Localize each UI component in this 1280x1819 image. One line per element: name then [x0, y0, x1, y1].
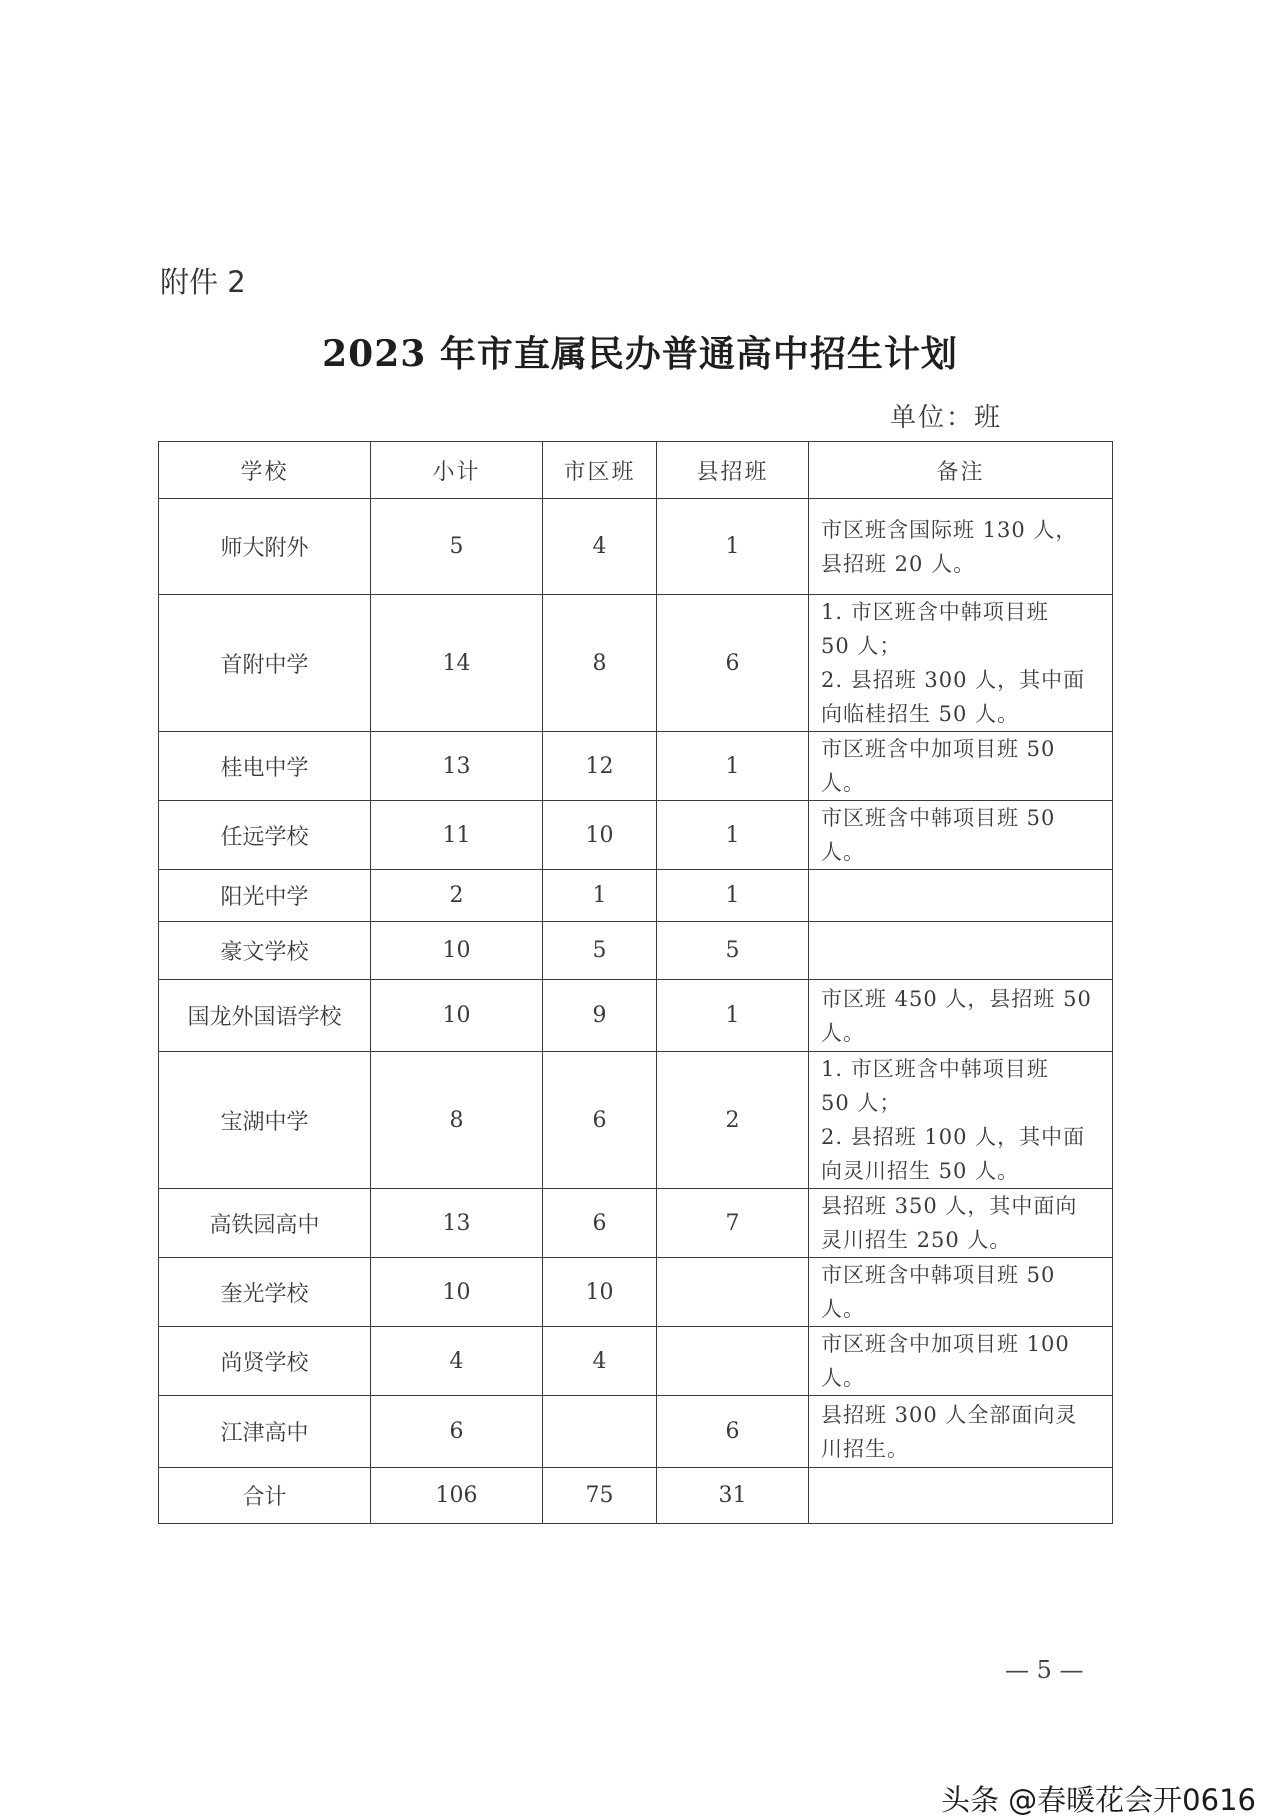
cell-city-class: 4 [543, 1327, 657, 1396]
cell-county-class: 31 [657, 1468, 809, 1524]
cell-remarks [809, 1468, 1113, 1524]
remarks-line: 人。 [821, 1366, 865, 1390]
cell-subtotal: 10 [371, 922, 543, 980]
cell-school: 豪文学校 [159, 922, 371, 980]
cell-remarks [809, 595, 1113, 732]
cell-subtotal: 10 [371, 1258, 543, 1327]
table-row [159, 1052, 1113, 1189]
cell-county-class: 1 [657, 732, 809, 801]
remarks-line: 人。 [821, 1020, 865, 1045]
cell-county-class: 1 [657, 980, 809, 1052]
cell-county-class: 1 [657, 499, 809, 595]
cell-city-class: 5 [543, 922, 657, 980]
cell-school: 任远学校 [159, 801, 371, 870]
cell-school: 合计 [159, 1468, 371, 1524]
cell-city-class: 6 [543, 1052, 657, 1189]
remarks-line: 市区班 450 人，县招班 50 [821, 986, 1092, 1011]
header-school: 学校 [159, 442, 371, 499]
cell-city-class: 10 [543, 1258, 657, 1327]
cell-school: 江津高中 [159, 1396, 371, 1468]
table-row [159, 1468, 1113, 1524]
page-number: — 5 — [1005, 1656, 1084, 1684]
table-row [159, 922, 1113, 980]
cell-city-class: 10 [543, 801, 657, 870]
table-row [159, 801, 1113, 870]
cell-county-class: 7 [657, 1189, 809, 1258]
header-city-class: 市区班 [543, 442, 657, 499]
table-row [159, 870, 1113, 922]
document-title: 2023 年市直属民办普通高中招生计划 [322, 333, 958, 375]
remarks-line: 市区班含中韩项目班 50 [821, 1263, 1056, 1287]
cell-school: 首附中学 [159, 595, 371, 732]
cell-subtotal: 10 [371, 980, 543, 1052]
table-body [159, 499, 1113, 1524]
cell-school: 国龙外国语学校 [159, 980, 371, 1052]
cell-city-class: 4 [543, 499, 657, 595]
remarks-line: 1. 市区班含中韩项目班 [821, 600, 1049, 624]
cell-city-class: 1 [543, 870, 657, 922]
remarks-line: 市区班含国际班 130 人， [821, 517, 1078, 542]
cell-city-class: 8 [543, 595, 657, 732]
cell-subtotal: 6 [371, 1396, 543, 1468]
header-subtotal: 小计 [371, 442, 543, 499]
cell-subtotal: 5 [371, 499, 543, 595]
cell-county-class: 6 [657, 1396, 809, 1468]
remarks-line: 1. 市区班含中韩项目班 [821, 1057, 1049, 1081]
cell-school: 师大附外 [159, 499, 371, 595]
cell-subtotal: 2 [371, 870, 543, 922]
watermark: 头条 @春暖花会开0616 [940, 1783, 1256, 1817]
remarks-line: 2. 县招班 300 人，其中面 [821, 668, 1086, 692]
cell-subtotal: 4 [371, 1327, 543, 1396]
cell-remarks [809, 870, 1113, 922]
cell-city-class: 6 [543, 1189, 657, 1258]
cell-remarks [809, 980, 1113, 1052]
cell-school: 高铁园高中 [159, 1189, 371, 1258]
remarks-line: 市区班含中韩项目班 50 [821, 806, 1056, 830]
remarks-line: 市区班含中加项目班 100 [821, 1332, 1070, 1356]
unit-label: 单位：班 [890, 403, 1003, 433]
cell-remarks [809, 1052, 1113, 1189]
cell-remarks [809, 1396, 1113, 1468]
cell-school: 宝湖中学 [159, 1052, 371, 1189]
cell-county-class: 5 [657, 922, 809, 980]
table-header-row [159, 442, 1113, 499]
cell-remarks [809, 1327, 1113, 1396]
remarks-line: 市区班含中加项目班 50 [821, 737, 1056, 761]
remarks-line: 人。 [821, 771, 865, 795]
remarks-line: 人。 [821, 1297, 865, 1321]
attachment-label: 附件 2 [160, 265, 246, 299]
cell-subtotal: 13 [371, 1189, 543, 1258]
table-row [159, 1327, 1113, 1396]
cell-subtotal: 13 [371, 732, 543, 801]
remarks-line: 向临桂招生 50 人。 [821, 702, 1020, 726]
table-row [159, 499, 1113, 595]
cell-county-class [657, 1327, 809, 1396]
remarks-line: 县招班 20 人。 [821, 551, 976, 576]
remarks-line: 50 人； [821, 634, 902, 658]
remarks-line: 灵川招生 250 人。 [821, 1228, 1012, 1252]
cell-school: 奎光学校 [159, 1258, 371, 1327]
cell-remarks [809, 922, 1113, 980]
cell-subtotal: 8 [371, 1052, 543, 1189]
cell-city-class [543, 1396, 657, 1468]
cell-subtotal: 14 [371, 595, 543, 732]
table-row [159, 1258, 1113, 1327]
remarks-line: 2. 县招班 100 人，其中面 [821, 1125, 1086, 1149]
cell-subtotal: 106 [371, 1468, 543, 1524]
cell-school: 阳光中学 [159, 870, 371, 922]
table-row [159, 1189, 1113, 1258]
remarks-line: 向灵川招生 50 人。 [821, 1159, 1020, 1183]
cell-school: 尚贤学校 [159, 1327, 371, 1396]
table-row [159, 980, 1113, 1052]
cell-county-class: 2 [657, 1052, 809, 1189]
cell-county-class: 1 [657, 801, 809, 870]
enrollment-plan-table [158, 441, 1113, 1524]
cell-remarks [809, 801, 1113, 870]
cell-county-class: 1 [657, 870, 809, 922]
cell-city-class: 12 [543, 732, 657, 801]
table-row [159, 732, 1113, 801]
cell-remarks [809, 1189, 1113, 1258]
cell-remarks [809, 732, 1113, 801]
cell-city-class: 75 [543, 1468, 657, 1524]
remarks-line: 县招班 300 人全部面向灵 [821, 1402, 1078, 1427]
cell-county-class [657, 1258, 809, 1327]
remarks-line: 人。 [821, 840, 865, 864]
header-county-class: 县招班 [657, 442, 809, 499]
remarks-line: 50 人； [821, 1091, 902, 1115]
cell-county-class: 6 [657, 595, 809, 732]
table-row [159, 1396, 1113, 1468]
table-row [159, 595, 1113, 732]
cell-remarks [809, 1258, 1113, 1327]
cell-remarks [809, 499, 1113, 595]
remarks-line: 县招班 350 人，其中面向 [821, 1194, 1078, 1218]
cell-subtotal: 11 [371, 801, 543, 870]
cell-city-class: 9 [543, 980, 657, 1052]
header-remarks: 备注 [809, 442, 1113, 499]
remarks-line: 川招生。 [821, 1436, 909, 1461]
cell-school: 桂电中学 [159, 732, 371, 801]
